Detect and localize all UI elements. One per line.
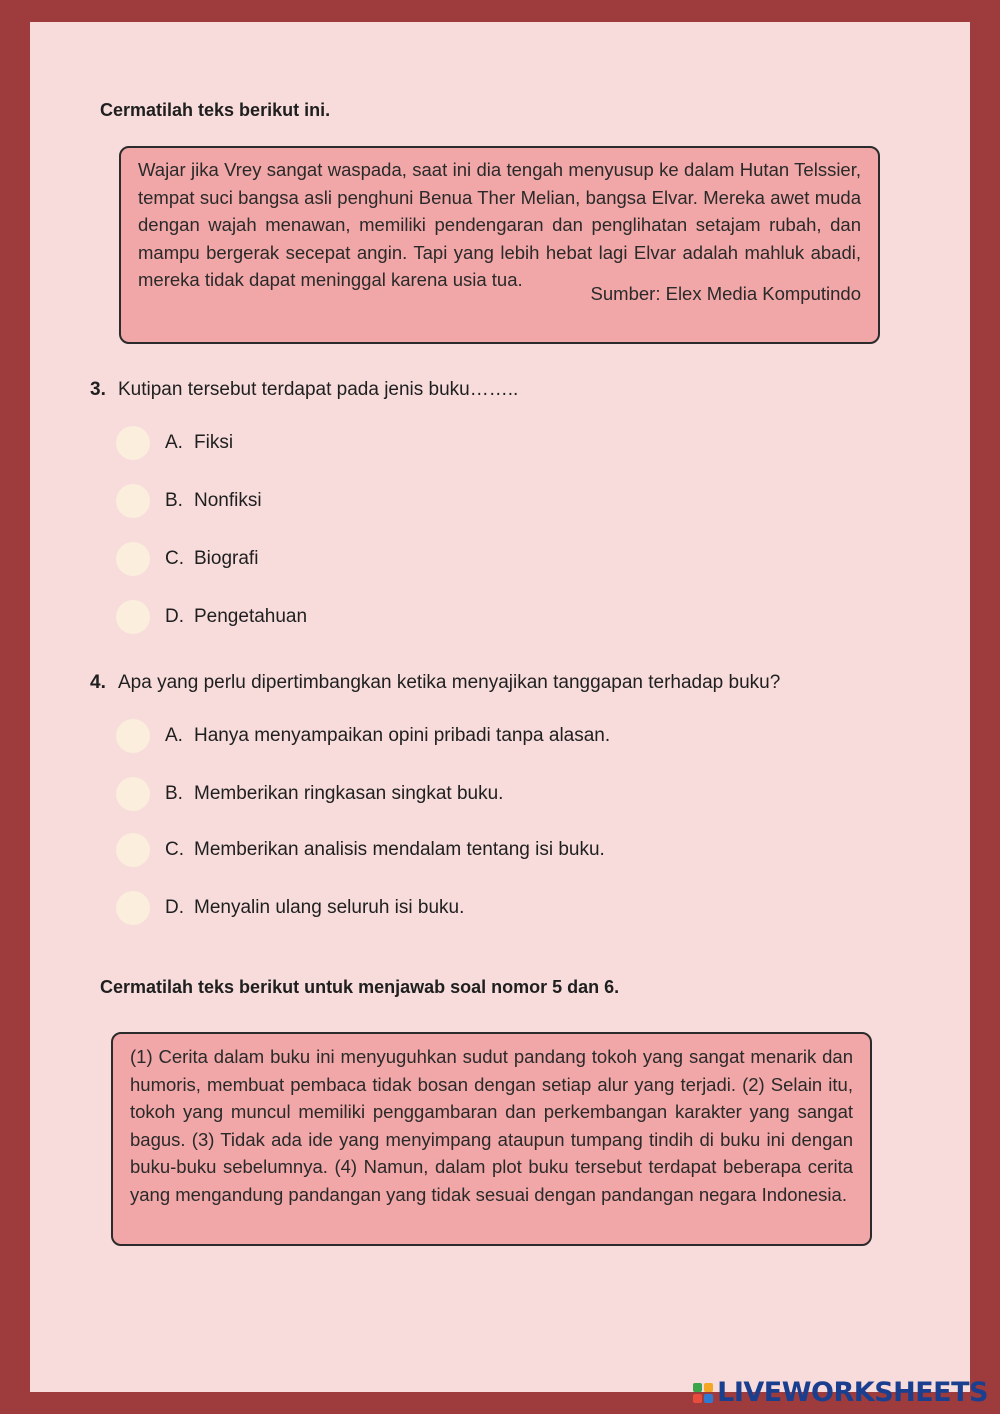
q4-option-d[interactable] bbox=[116, 890, 464, 926]
reading-passage-1 bbox=[119, 146, 880, 344]
question-3 bbox=[90, 379, 518, 401]
question-number: 4. bbox=[90, 672, 106, 693]
option-letter: D. bbox=[165, 606, 184, 627]
reading-passage-2 bbox=[111, 1032, 872, 1246]
radio-button[interactable] bbox=[116, 600, 150, 634]
radio-button[interactable] bbox=[116, 777, 150, 811]
q3-option-a[interactable] bbox=[116, 425, 233, 461]
q4-option-b[interactable] bbox=[116, 776, 503, 812]
instruction-text-2: Cermatilah teks berikut untuk menjawab soal nomor 5 dan 6. bbox=[100, 977, 620, 997]
q3-option-d[interactable] bbox=[116, 599, 307, 635]
option-text: Fiksi bbox=[194, 432, 234, 453]
option-text: Nonfiksi bbox=[194, 490, 262, 511]
logo-text: LIVEWORKSHEETS bbox=[717, 1377, 988, 1408]
liveworksheets-logo-icon bbox=[693, 1383, 713, 1403]
option-letter: D. bbox=[165, 897, 184, 918]
question-text: Apa yang perlu dipertimbangkan ketika menyajikan tanggapan terhadap buku? bbox=[118, 672, 781, 693]
q3-option-b[interactable] bbox=[116, 483, 262, 519]
option-text: Biografi bbox=[194, 548, 259, 569]
question-text: Kutipan tersebut terdapat pada jenis buku…….. bbox=[118, 379, 519, 400]
q3-option-c[interactable] bbox=[116, 541, 258, 577]
radio-button[interactable] bbox=[116, 833, 150, 867]
passage-1-source: Sumber: Elex Media Komputindo bbox=[590, 282, 861, 304]
option-letter: A. bbox=[165, 432, 183, 453]
option-text: Hanya menyampaikan opini pribadi tanpa alasan. bbox=[194, 725, 611, 746]
radio-button[interactable] bbox=[116, 542, 150, 576]
radio-button[interactable] bbox=[116, 891, 150, 925]
passage-1-text: Wajar jika Vrey sangat waspada, saat ini dia tengah menyusup ke dalam Hutan Telssier, tempat suci bangsa asli penghuni Benua Ther Melian, bangsa Elvar. Mereka awet muda dengan wajah menawan, memiliki pendengaran dan penglihatan setajam rubah, dan mampu bergerak secepat angin. Tapi yang lebih hebat lagi Elvar adalah mahluk abadi, mereka tidak dapat meninggal karena usia tua. bbox=[138, 159, 861, 291]
option-letter: B. bbox=[165, 490, 183, 511]
question-number: 3. bbox=[90, 379, 106, 400]
question-4 bbox=[90, 672, 780, 694]
q4-option-a[interactable] bbox=[116, 718, 610, 754]
worksheet-page bbox=[30, 22, 970, 1392]
option-letter: A. bbox=[165, 725, 183, 746]
option-text: Memberikan ringkasan singkat buku. bbox=[194, 783, 504, 804]
option-letter: C. bbox=[165, 839, 184, 860]
radio-button[interactable] bbox=[116, 719, 150, 753]
passage-2-text: (1) Cerita dalam buku ini menyuguhkan sudut pandang tokoh yang sangat menarik dan humoris, membuat pembaca tidak bosan dengan setiap alur yang terjadi. (2) Selain itu, tokoh yang muncul memiliki penggambaran dan perkembangan karakter yang sangat bagus. (3) Tidak ada ide yang menyimpang ataupun tumpang tindih di buku ini dengan buku-buku sebelumnya. (4) Namun, dalam plot buku tersebut terdapat beberapa cerita yang mengandung pandangan yang tidak sesuai dengan pandangan negara Indonesia. bbox=[130, 1046, 853, 1205]
option-text: Menyalin ulang seluruh isi buku. bbox=[194, 897, 465, 918]
option-letter: C. bbox=[165, 548, 184, 569]
liveworksheets-logo[interactable] bbox=[693, 1377, 988, 1408]
instruction-text-1: Cermatilah teks berikut ini. bbox=[100, 100, 331, 120]
radio-button[interactable] bbox=[116, 484, 150, 518]
q4-option-c[interactable] bbox=[116, 832, 605, 868]
radio-button[interactable] bbox=[116, 426, 150, 460]
option-text: Pengetahuan bbox=[194, 606, 308, 627]
option-text: Memberikan analisis mendalam tentang isi buku. bbox=[194, 839, 605, 860]
option-letter: B. bbox=[165, 783, 183, 804]
